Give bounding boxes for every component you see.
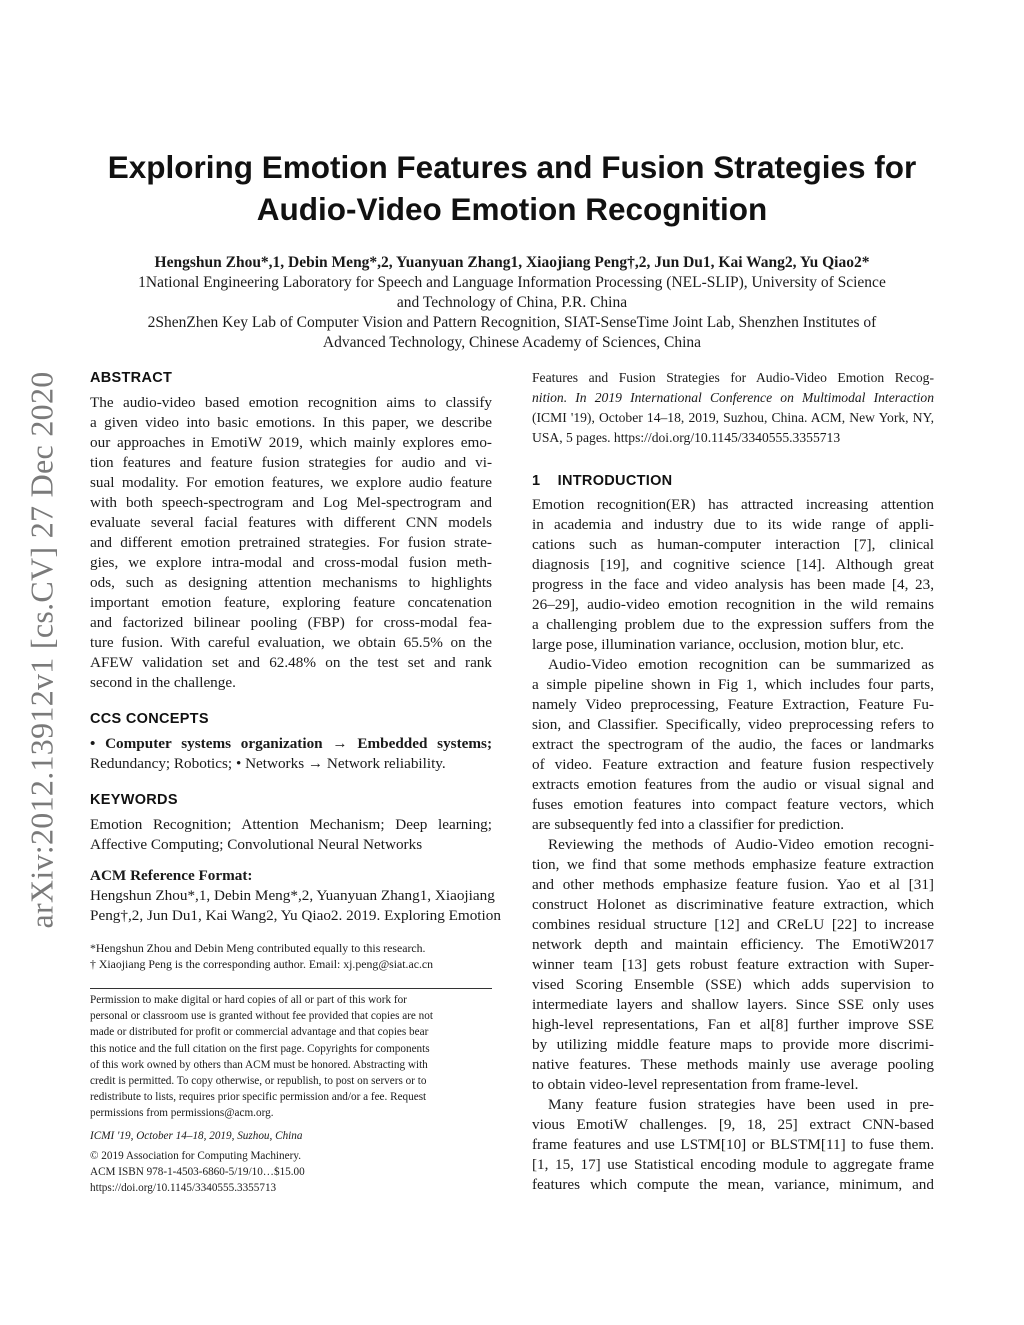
body-line: sion, and Classifier. Specifically, video preprocessing refers to [532, 716, 934, 733]
permission-line: made or distributed for profit or commercial advantage and that copies bear [90, 1026, 429, 1039]
footnotes [90, 940, 492, 972]
affiliation-2-line-2: Advanced Technology, Chinese Academy of Sciences, China [322, 334, 702, 351]
permission-line: redistribute to lists, requires prior specific permission and/or a fee. Request [90, 1091, 427, 1104]
abstract-body [90, 393, 492, 693]
affiliation-1 [60, 273, 964, 313]
body-line: in academia and industry due to its wide range of appli- [532, 516, 934, 533]
abstract-heading: ABSTRACT [90, 370, 173, 386]
affiliation-2 [60, 313, 964, 353]
intro-paragraph-4 [532, 1095, 934, 1195]
abstract-line: ods, such as designing attention mechanisms to highlights [90, 574, 492, 591]
ccs-body [90, 734, 492, 774]
body-line: intermediate layers and shallow layers. Since SSE only uses [532, 996, 934, 1013]
body-line: a challenging problem due to the expression suffers from the [532, 616, 934, 633]
ccs-line: Redundancy; Robotics; • Networks → Network reliability. [90, 755, 446, 772]
body-line: and other methods emphasize feature fusion. Yao et al [31] [532, 876, 934, 893]
reference-line: (ICMI '19), October 14–18, 2019, Suzhou, China. ACM, New York, NY, [532, 410, 934, 425]
doi-line: https://doi.org/10.1145/3340555.3355713 [90, 1182, 277, 1195]
affiliation-2-line-1: 2ShenZhen Key Lab of Computer Vision and Pattern Recognition, SIAT-SenseTime Joint Lab, Shenzhen Institutes of [147, 314, 877, 331]
body-line: large pose, illumination variance, occlusion, motion blur, etc. [532, 636, 904, 653]
reference-line: Features and Fusion Strategies for Audio-Video Emotion Recog- [532, 370, 934, 385]
abstract-line: AFEW validation set and 62.48% on the test set and rank [90, 654, 492, 671]
body-line: a simple pipeline shown in Fig 1, which includes four parts, [532, 676, 934, 693]
abstract-line: The audio-video based emotion recognition aims to classify [90, 394, 492, 411]
body-line: native features. These methods mainly use average pooling [532, 1056, 934, 1073]
intro-paragraph-1 [532, 495, 934, 655]
body-line: Emotion recognition(ER) has attracted increasing attention [532, 496, 934, 513]
abstract-line: with both speech-spectrogram and Log Mel-spectrogram and [90, 494, 492, 511]
reference-line: nition. In 2019 International Conference on Multimodal Interaction [532, 390, 934, 405]
body-line: Reviewing the methods of Audio-Video emotion recogni- [548, 836, 934, 853]
abstract-line: and different emotion pretrained strategies. For fusion strate- [90, 534, 492, 551]
permission-line: this notice and the full citation on the first page. Copyrights for components [90, 1042, 430, 1055]
permission-divider [90, 988, 492, 989]
body-line: of video. Feature extraction and feature fusion respectively [532, 756, 934, 773]
abstract-line: tion features and feature fusion strategies for audio and vi- [90, 454, 492, 471]
body-line: tion, we find that some methods emphasize feature extraction [532, 856, 934, 873]
permission-line: of this work owned by others than ACM must be honored. Abstracting with [90, 1058, 428, 1071]
permission-notice [90, 992, 500, 1196]
body-line: namely Video preprocessing, Feature Extraction, Feature Fu- [532, 696, 934, 713]
body-line: extract the spectrogram of the audio, the faces or landmarks [532, 736, 934, 753]
introduction-heading: 1 INTRODUCTION [532, 473, 673, 489]
abstract-line: gies, we explore intra-modal and cross-modal fusion meth- [90, 554, 492, 571]
body-line: combines residual structure [12] and CReLU [22] to increase [532, 916, 934, 933]
body-line: Many feature fusion strategies have been used in pre- [548, 1096, 934, 1113]
acm-reference-body [90, 886, 501, 926]
abstract-line: ture fusion. With careful evaluation, we obtain 65.5% on the [90, 634, 492, 651]
permission-line: personal or classroom use is granted without fee provided that copies are not [90, 1010, 433, 1023]
body-line: construct Holonet as discriminative feature extraction, which [532, 896, 934, 913]
body-line: to obtain video-level representation from frame-level. [532, 1076, 859, 1093]
body-line: 26–29], audio-video emotion recognition in the wild remains [532, 596, 934, 613]
body-line: [1, 15, 17] use Statistical encoding module to aggregate frame [532, 1156, 934, 1173]
title-line-1: Exploring Emotion Features and Fusion Strategies for [107, 149, 917, 185]
arxiv-margin-stamp [12, 350, 72, 950]
body-line: vious EmotiW challenges. [9, 18, 25] extract CNN-based [532, 1116, 934, 1133]
keywords-heading: KEYWORDS [90, 792, 178, 808]
footnote-equal-contribution: *Hengshun Zhou and Debin Meng contributed equally to this research. [90, 941, 426, 955]
left-column [90, 368, 501, 926]
acm-reference-line: Peng†,2, Jun Du1, Kai Wang2, Yu Qiao2. 2019. Exploring Emotion [90, 907, 501, 924]
abstract-line: sual modality. For emotion features, we explore audio feature [90, 474, 492, 491]
author-list: Hengshun Zhou*,1, Debin Meng*,2, Yuanyuan Zhang1, Xiaojiang Peng†,2, Jun Du1, Kai Wang2, Yu Qiao2* [154, 254, 870, 271]
acm-reference-continued [532, 368, 934, 448]
intro-paragraph-2 [532, 655, 934, 835]
abstract-line: a given video into basic emotions. In this paper, we describe [90, 414, 492, 431]
body-line: are subsequently fed into a classifier for prediction. [532, 816, 845, 833]
body-line: network depth and maintain efficiency. The EmotiW2017 [532, 936, 934, 953]
body-line: winner team [13] gets robust feature extraction with Super- [532, 956, 934, 973]
body-line: cations such as human-computer interaction [7], clinical [532, 536, 934, 553]
permission-line: permissions from permissions@acm.org. [90, 1107, 274, 1120]
arxiv-stamp-text: arXiv:2012.13912v1 [cs.CV] 27 Dec 2020 [23, 371, 60, 929]
abstract-line: second in the challenge. [90, 674, 236, 691]
body-line: frame features and use LSTM[10] or BLSTM[11] to fuse them. [532, 1136, 934, 1153]
keywords-body [90, 815, 492, 855]
body-line: high-level representations, Fan et al[8] further improve SSE [532, 1016, 934, 1033]
body-line: by utilizing middle feature maps to provide more discrimi- [532, 1036, 934, 1053]
body-line: progress in the face and video analysis has been made [4, 23, [532, 576, 934, 593]
affiliation-1-line-1: 1National Engineering Laboratory for Speech and Language Information Processing (NEL-SLIP), University of Science [138, 274, 886, 291]
reference-line: USA, 5 pages. https://doi.org/10.1145/3340555.3355713 [532, 430, 841, 445]
conference-line: ICMI '19, October 14–18, 2019, Suzhou, China [90, 1129, 303, 1142]
footnote-corresponding-author: † Xiaojiang Peng is the corresponding author. Email: xj.peng@siat.ac.cn [90, 957, 434, 971]
abstract-line: our approaches in EmotiW 2019, which mainly explores emo- [90, 434, 492, 451]
body-line: features which compute the mean, variance, minimum, and [532, 1176, 934, 1193]
body-line: vised Scoring Ensemble (SSE) which adds supervision to [532, 976, 934, 993]
title-line-2: Audio-Video Emotion Recognition [256, 191, 768, 227]
body-line: diagnosis [19], and cognitive science [14]. Although great [532, 556, 934, 573]
abstract-line: and factorized bilinear pooling (FBP) for cross-modal fea- [90, 614, 492, 631]
keywords-line: Emotion Recognition; Attention Mechanism; Deep learning; [90, 816, 492, 833]
right-column [532, 368, 934, 1195]
isbn-line: ACM ISBN 978-1-4503-6860-5/19/10…$15.00 [90, 1166, 305, 1179]
permission-line: Permission to make digital or hard copies of all or part of this work for [90, 994, 407, 1006]
copyright-line: © 2019 Association for Computing Machinery. [90, 1149, 301, 1162]
acm-reference-heading: ACM Reference Format: [90, 867, 253, 884]
ccs-line: • Computer systems organization → Embedded systems; [90, 735, 492, 752]
permission-line: credit is permitted. To copy otherwise, or republish, to post on servers or to [90, 1075, 427, 1088]
acm-reference-line: Hengshun Zhou*,1, Debin Meng*,2, Yuanyuan Zhang1, Xiaojiang [90, 887, 495, 904]
body-line: Audio-Video emotion recognition can be summarized as [548, 656, 934, 673]
ccs-heading: CCS CONCEPTS [90, 711, 209, 727]
abstract-line: important emotion feature, exploring feature concatenation [90, 594, 492, 611]
abstract-line: evaluate several facial features with different CNN models [90, 514, 492, 531]
body-line: fuses emotion features into compact feature vectors, which [532, 796, 934, 813]
paper-title [60, 146, 964, 230]
intro-paragraph-3 [532, 835, 934, 1095]
keywords-line: Affective Computing; Convolutional Neural Networks [90, 836, 423, 853]
affiliation-1-line-2: and Technology of China, P.R. China [396, 294, 628, 311]
body-line: extracts emotion features from the audio or visual signal and [532, 776, 934, 793]
